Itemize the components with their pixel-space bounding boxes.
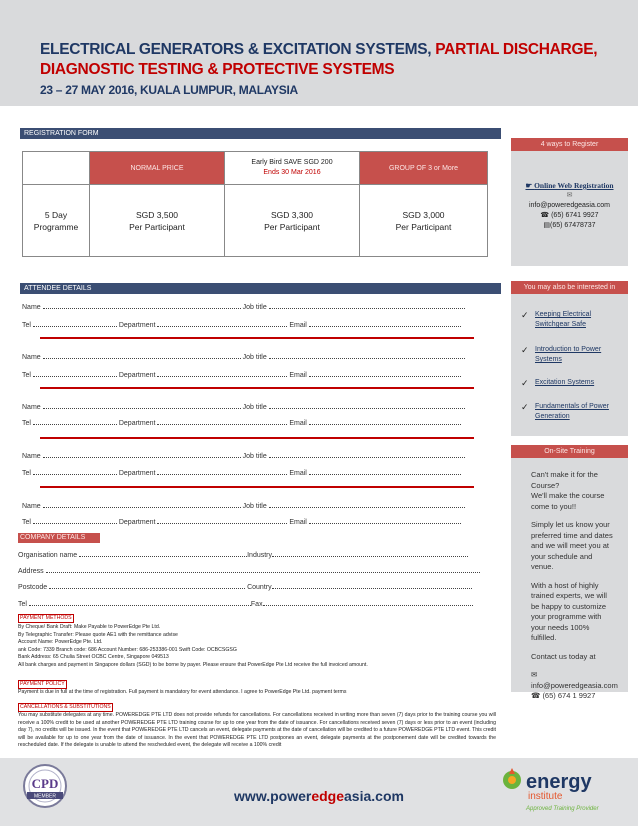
- email-field[interactable]: [309, 418, 461, 425]
- date-location: 23 – 27 MAY 2016, KUALA LUMPUR, MALAYSIA: [40, 83, 298, 97]
- job-title-field[interactable]: [269, 352, 465, 359]
- check-icon: ✓: [521, 345, 529, 355]
- price-table-corner: [23, 152, 90, 185]
- attendee-tel-row: Tel Department Email: [22, 320, 461, 331]
- interest-item-excitation[interactable]: ✓ Excitation Systems: [521, 378, 595, 388]
- attendee-tel-row: Tel Department Email: [22, 418, 461, 429]
- attendee-tel-row: Tel Department Email: [22, 517, 461, 528]
- attendee-name-row: Name Job title: [22, 302, 465, 313]
- attendee-details-bar: ATTENDEE DETAILS: [20, 283, 501, 294]
- department-field[interactable]: [157, 517, 287, 524]
- energy-institute-logo: [498, 766, 622, 816]
- name-field[interactable]: [43, 451, 241, 458]
- payment-methods-text: By Cheque/ Bank Draft: Make Payable to PowerEdge Pte Ltd. By Telegraphic Transfer: Please quote AE1 with the remittance advise Account Name: PowerEdge Pte. Ltd. ank Code: 7339 Branch code: 686 Account Number: 686-253386-001 Swift Code: OCBCSGSG Bank Address: 65 Chulia Street OCBC Centre, Singapore 049513 All bank charges and payment in Singapore dollars (SGD) to be borne by payer. Please ensure that PowerEdge Pte Ltd receive the full invoiced amount.: [18, 624, 368, 668]
- email-field[interactable]: [309, 517, 461, 524]
- group-price-cell: SGD 3,000 Per Participant: [360, 185, 488, 257]
- department-field[interactable]: [157, 418, 287, 425]
- mail-icon: ✉: [531, 670, 538, 679]
- company-tel-field[interactable]: [29, 599, 251, 606]
- early-price-cell: SGD 3,300 Per Participant: [225, 185, 360, 257]
- tel-field[interactable]: [33, 517, 117, 524]
- row-programme: 5 Day Programme: [23, 185, 90, 257]
- online-registration-link[interactable]: ☛ Online Web Registration: [525, 181, 614, 190]
- name-field[interactable]: [43, 501, 241, 508]
- onsite-text: Simply let us know your preferred time and dates and we will meet you at your schedule and venue.: [531, 520, 613, 571]
- company-postcode-row: Postcode Country: [18, 582, 472, 593]
- job-title-field[interactable]: [269, 302, 465, 309]
- company-tel-row: Tel Fax: [18, 599, 473, 610]
- country-field[interactable]: [272, 582, 472, 589]
- register-phone: ☎ (65) 6741 9927: [540, 212, 599, 219]
- tel-field[interactable]: [33, 468, 117, 475]
- svg-text:Approved Training Provider: Approved Training Provider: [526, 806, 599, 812]
- postcode-field[interactable]: [49, 582, 245, 589]
- check-icon: ✓: [521, 310, 529, 320]
- website-url[interactable]: www.poweredgeasia.com: [234, 788, 404, 804]
- onsite-text: Can't make it for the Course? We'll make the course come to you!!: [531, 470, 605, 511]
- job-title-field[interactable]: [269, 451, 465, 458]
- register-email[interactable]: info@poweredgeasia.com: [528, 202, 611, 209]
- price-table: [22, 151, 488, 257]
- cancellation-text: You may substitute delegates at any time. POWEREDGE PTE LTD does not provide refunds for cancellations. For cancellations received in writing more than seven (7) days prior to the training course you will receive a 100% credit to be used at another POWEREDGE PTE LTD training course for up to one year from the date of issuance. For cancellations received seven (7) days or less prior to an event (including day 7), no credits will be issued. In the event that POWEREDGE PTE LTD cancels an event, delegate payments at the date of cancellation will be credited to a future POWEREDGE PTE LTD event. This credit will be available for up to one year from the date of issuance. In the event that POWEREDGE PTE LTD postpones an event, delegate payments at the postponement date will be credited towards the rescheduled date. If the delegate is unable to attend the rescheduled event, the delegate will receive a 100% credit: [18, 712, 496, 749]
- phone-icon: ☎: [531, 691, 543, 700]
- col-group: GROUP OF 3 or More: [360, 152, 488, 185]
- company-details-bar: COMPANY DETAILS: [18, 533, 100, 543]
- phone-icon: ☎: [540, 212, 552, 219]
- job-title-field[interactable]: [269, 501, 465, 508]
- cancellation-tag: CANCELLATIONS & SUBSTITUTIONS: [20, 704, 111, 710]
- company-address-row: Address: [18, 566, 480, 577]
- svg-text:CPD: CPD: [31, 776, 59, 791]
- tel-field[interactable]: [33, 418, 117, 425]
- fax-icon: ▤: [543, 222, 551, 229]
- attendee-name-row: Name Job title: [22, 451, 465, 462]
- email-field[interactable]: [309, 370, 461, 377]
- payment-methods-tag: PAYMENT METHODS: [20, 615, 72, 621]
- col-normal-price: NORMAL PRICE: [90, 152, 225, 185]
- onsite-text: With a host of highly trained experts, we will be happy to customize your programme with your needs 100% fulfilled.: [531, 580, 607, 642]
- address-field[interactable]: [46, 566, 480, 573]
- separator-line: [40, 337, 474, 339]
- attendee-name-row: Name Job title: [22, 402, 465, 413]
- pointer-icon: ☛: [525, 181, 535, 190]
- separator-line: [40, 486, 474, 488]
- page-title-line2: DIAGNOSTIC TESTING & PROTECTIVE SYSTEMS: [40, 61, 395, 78]
- ways-to-register-panel: [511, 151, 628, 266]
- department-field[interactable]: [157, 370, 287, 377]
- mail-icon: ✉: [566, 192, 573, 199]
- interested-header: You may also be interested in: [511, 281, 628, 294]
- onsite-panel: [511, 458, 628, 700]
- payment-policy-tag: PAYMENT POLICY: [20, 681, 65, 687]
- email-field[interactable]: [309, 468, 461, 475]
- interest-item-power-generation[interactable]: ✓ Fundamentals of Power Generation: [521, 402, 609, 420]
- attendee-name-row: Name Job title: [22, 501, 465, 512]
- department-field[interactable]: [157, 468, 287, 475]
- attendee-tel-row: Tel Department Email: [22, 468, 461, 479]
- email-field[interactable]: [309, 320, 461, 327]
- name-field[interactable]: [43, 302, 241, 309]
- check-icon: ✓: [521, 378, 529, 388]
- ways-to-register-header: 4 ways to Register: [511, 138, 628, 151]
- tel-field[interactable]: [33, 320, 117, 327]
- onsite-header: On-Site Training: [511, 445, 628, 458]
- attendee-name-row: Name Job title: [22, 352, 465, 363]
- job-title-field[interactable]: [269, 402, 465, 409]
- payment-policy-text: Payment is due in full at the time of registration. Full payment is mandatory for event attendance. I agree to PowerEdge Pte Ltd. payment terms: [18, 689, 347, 695]
- onsite-phone: ☎ (65) 674 1 9927: [531, 691, 596, 700]
- name-field[interactable]: [43, 352, 241, 359]
- normal-price-cell: SGD 3,500 Per Participant: [90, 185, 225, 257]
- company-org-row: Organisation name Industry: [18, 550, 468, 561]
- registration-form-bar: REGISTRATION FORM: [20, 128, 501, 139]
- register-fax: ▤(65) 67478737: [543, 222, 596, 229]
- name-field[interactable]: [43, 402, 241, 409]
- company-fax-field[interactable]: [263, 599, 473, 606]
- check-icon: ✓: [521, 402, 529, 412]
- separator-line: [40, 437, 474, 439]
- tel-field[interactable]: [33, 370, 117, 377]
- separator-line: [40, 387, 474, 389]
- header-banner: [0, 0, 638, 106]
- svg-text:institute: institute: [528, 791, 563, 802]
- svg-text:MEMBER: MEMBER: [34, 793, 56, 800]
- page-title: ELECTRICAL GENERATORS & EXCITATION SYSTEMS, PARTIAL DISCHARGE,: [40, 41, 598, 58]
- organisation-field[interactable]: [79, 550, 247, 557]
- interest-item-power-systems[interactable]: ✓ Introduction to Power Systems: [521, 345, 602, 363]
- interested-panel: [511, 294, 628, 436]
- interest-item-switchgear[interactable]: ✓ Keeping Electrical Switchgear Safe: [521, 310, 592, 328]
- onsite-text: Contact us today at: [531, 651, 596, 661]
- onsite-email[interactable]: ✉info@poweredgeasia.com: [531, 670, 618, 690]
- svg-text:energy: energy: [526, 771, 592, 793]
- department-field[interactable]: [157, 320, 287, 327]
- attendee-tel-row: Tel Department Email: [22, 370, 461, 381]
- col-early-bird: Early Bird SAVE SGD 200 Ends 30 Mar 2016: [225, 152, 360, 185]
- industry-field[interactable]: [272, 550, 468, 557]
